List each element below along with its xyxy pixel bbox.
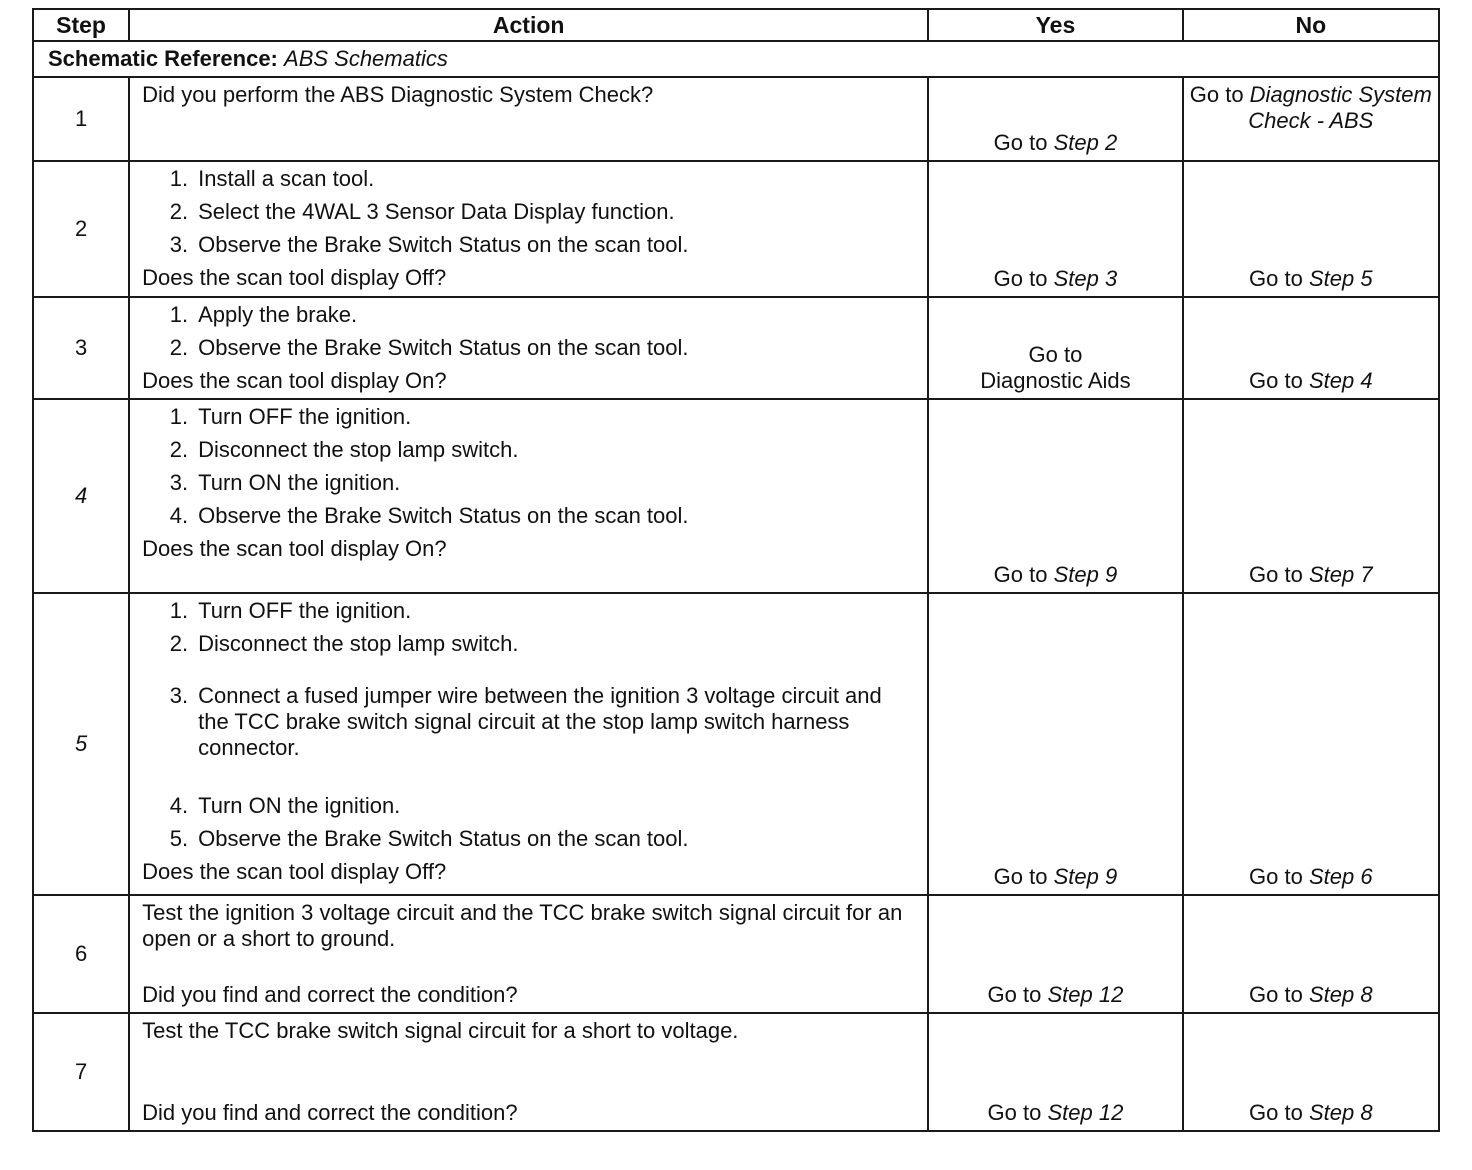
action-question: Does the scan tool display On? bbox=[142, 368, 447, 393]
no-prefix: Go to bbox=[1249, 864, 1309, 889]
schematic-row bbox=[33, 41, 1439, 77]
instruction-item: 1. Turn OFF the ignition. bbox=[169, 598, 412, 623]
schematic-link[interactable]: ABS Schematics bbox=[284, 46, 448, 71]
action-cell bbox=[129, 161, 928, 297]
yes-link[interactable]: Step 9 bbox=[1053, 562, 1118, 587]
action-intro: Test the ignition 3 voltage circuit and the TCC brake switch signal circuit for an open or a short to ground. bbox=[142, 900, 903, 951]
no-cell[interactable] bbox=[1183, 297, 1439, 399]
no-prefix: Go to bbox=[1249, 562, 1309, 587]
instruction-list bbox=[142, 166, 917, 258]
header-yes: Yes bbox=[928, 9, 1182, 41]
step-row-7 bbox=[33, 1013, 1439, 1131]
step-row-4 bbox=[33, 399, 1439, 593]
no-prefix: Go to bbox=[1249, 1100, 1309, 1125]
header-no: No bbox=[1183, 9, 1439, 41]
yes-prefix: Go to bbox=[987, 1100, 1048, 1125]
yes-link[interactable]: Step 2 bbox=[1053, 130, 1118, 155]
action-cell bbox=[129, 895, 928, 1013]
no-link[interactable]: Step 8 bbox=[1308, 982, 1373, 1007]
yes-line-1: Go to bbox=[1028, 342, 1083, 367]
yes-cell[interactable] bbox=[928, 895, 1182, 1013]
step-number: 2 bbox=[33, 161, 129, 297]
no-link[interactable]: Diagnostic System Check - ABS bbox=[1248, 82, 1432, 133]
yes-prefix: Go to bbox=[993, 266, 1054, 291]
action-question: Did you find and correct the condition? bbox=[142, 982, 518, 1007]
no-cell[interactable] bbox=[1183, 77, 1439, 161]
no-prefix: Go to bbox=[1249, 982, 1309, 1007]
instruction-item: 1. Apply the brake. bbox=[169, 302, 358, 327]
header-step: Step bbox=[33, 9, 129, 41]
instruction-item: 4. Observe the Brake Switch Status on the scan tool. bbox=[169, 503, 689, 528]
no-link[interactable]: Step 7 bbox=[1308, 562, 1373, 587]
no-link[interactable]: Step 4 bbox=[1308, 368, 1373, 393]
instruction-item: 3. Turn ON the ignition. bbox=[169, 470, 401, 495]
instruction-item: 2. Select the 4WAL 3 Sensor Data Display function. bbox=[169, 199, 675, 224]
instruction-list bbox=[142, 404, 917, 529]
instruction-item: 2. Disconnect the stop lamp switch. bbox=[169, 631, 519, 656]
step-row-6 bbox=[33, 895, 1439, 1013]
no-link[interactable]: Step 8 bbox=[1308, 1100, 1373, 1125]
instruction-item: 4. Turn ON the ignition. bbox=[169, 793, 401, 818]
yes-cell[interactable] bbox=[928, 161, 1182, 297]
action-cell bbox=[129, 1013, 928, 1131]
yes-prefix: Go to bbox=[993, 130, 1054, 155]
yes-link[interactable]: Step 3 bbox=[1053, 266, 1118, 291]
header-action: Action bbox=[129, 9, 928, 41]
action-cell bbox=[129, 593, 928, 895]
no-cell[interactable] bbox=[1183, 399, 1439, 593]
instruction-item: 2. Observe the Brake Switch Status on the scan tool. bbox=[169, 335, 689, 360]
yes-cell[interactable] bbox=[928, 399, 1182, 593]
no-prefix: Go to bbox=[1189, 82, 1250, 107]
no-prefix: Go to bbox=[1249, 266, 1309, 291]
header-row bbox=[33, 9, 1439, 41]
yes-cell[interactable] bbox=[928, 593, 1182, 895]
instruction-item: 1. Install a scan tool. bbox=[169, 166, 375, 191]
action-question: Does the scan tool display Off? bbox=[142, 265, 447, 290]
action-cell bbox=[129, 77, 928, 161]
instruction-item: 3. Observe the Brake Switch Status on the scan tool. bbox=[169, 232, 689, 257]
no-cell[interactable] bbox=[1183, 161, 1439, 297]
action-cell bbox=[129, 297, 928, 399]
action-intro: Did you perform the ABS Diagnostic System Check? bbox=[142, 82, 654, 107]
no-prefix: Go to bbox=[1249, 368, 1309, 393]
yes-prefix: Go to bbox=[993, 864, 1054, 889]
instruction-list bbox=[142, 598, 917, 852]
yes-cell[interactable] bbox=[928, 77, 1182, 161]
step-number: 7 bbox=[33, 1013, 129, 1131]
action-question: Does the scan tool display Off? bbox=[142, 859, 447, 884]
action-question: Did you find and correct the condition? bbox=[142, 1100, 518, 1125]
step-number: 6 bbox=[33, 895, 129, 1013]
no-cell[interactable] bbox=[1183, 593, 1439, 895]
step-number: 5 bbox=[33, 593, 129, 895]
step-row-2 bbox=[33, 161, 1439, 297]
instruction-item: 5. Observe the Brake Switch Status on the scan tool. bbox=[169, 826, 689, 851]
yes-prefix: Go to bbox=[993, 562, 1054, 587]
step-number: 4 bbox=[33, 399, 129, 593]
yes-link[interactable]: Step 9 bbox=[1053, 864, 1118, 889]
no-cell[interactable] bbox=[1183, 1013, 1439, 1131]
yes-cell[interactable] bbox=[928, 297, 1182, 399]
step-row-5 bbox=[33, 593, 1439, 895]
yes-link[interactable]: Step 12 bbox=[1047, 1100, 1124, 1125]
no-cell[interactable] bbox=[1183, 895, 1439, 1013]
no-link[interactable]: Step 5 bbox=[1308, 266, 1373, 291]
action-question: Does the scan tool display On? bbox=[142, 536, 447, 561]
yes-cell[interactable] bbox=[928, 1013, 1182, 1131]
yes-link[interactable]: Step 12 bbox=[1047, 982, 1124, 1007]
action-cell bbox=[129, 399, 928, 593]
instruction-item: 2. Disconnect the stop lamp switch. bbox=[169, 437, 519, 462]
step-row-1 bbox=[33, 77, 1439, 161]
schematic-reference bbox=[33, 41, 1439, 77]
diagnostic-table bbox=[32, 8, 1440, 1132]
step-row-3 bbox=[33, 297, 1439, 399]
step-number: 3 bbox=[33, 297, 129, 399]
no-link[interactable]: Step 6 bbox=[1308, 864, 1373, 889]
yes-prefix: Go to bbox=[987, 982, 1048, 1007]
schematic-label: Schematic Reference: bbox=[48, 46, 278, 71]
instruction-list bbox=[142, 302, 917, 361]
action-intro: Test the TCC brake switch signal circuit for a short to voltage. bbox=[142, 1018, 739, 1043]
yes-link[interactable]: Diagnostic Aids bbox=[980, 368, 1131, 393]
instruction-item: 1. Turn OFF the ignition. bbox=[169, 404, 412, 429]
instruction-item: 3. Connect a fused jumper wire between the ignition 3 voltage circuit and the TCC brake switch signal circuit at the stop lamp switch harness connector. bbox=[169, 683, 882, 760]
step-number: 1 bbox=[33, 77, 129, 161]
